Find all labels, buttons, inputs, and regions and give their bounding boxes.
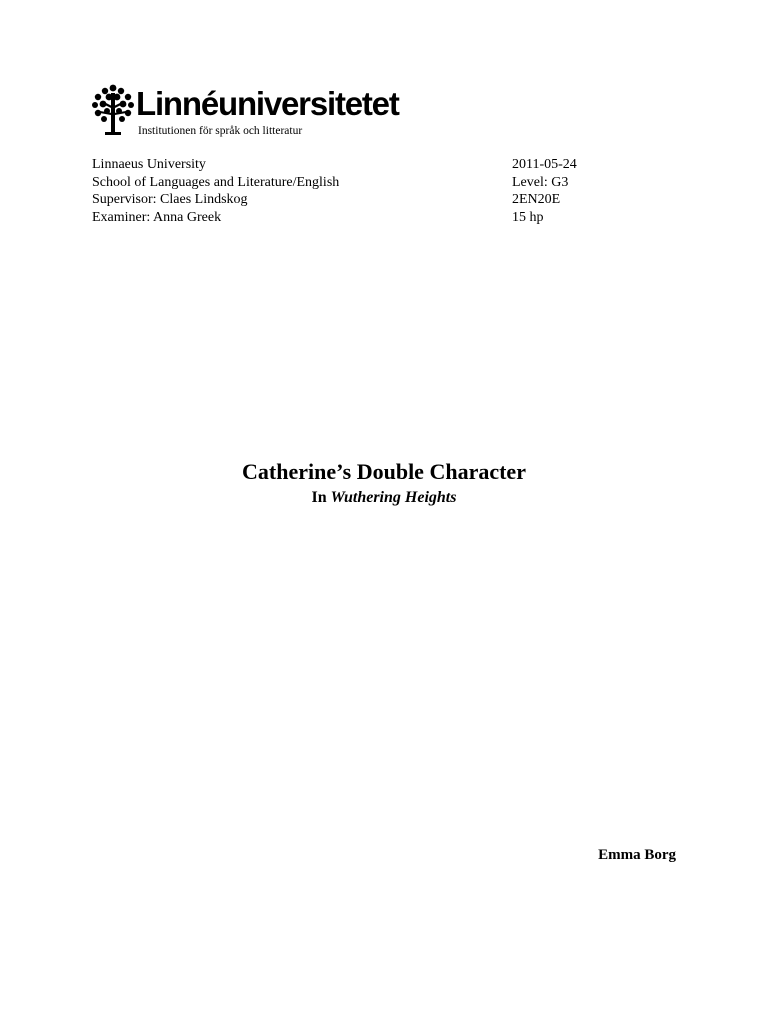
date: 2011-05-24 — [512, 157, 577, 172]
thesis-title: Catherine’s Double Character — [242, 459, 526, 484]
author-name: Emma Borg — [598, 847, 676, 863]
school-name: School of Languages and Literature/English — [92, 174, 340, 190]
course-code: 2EN20E — [512, 192, 561, 207]
level: Level: G3 — [512, 174, 569, 190]
subtitle-work: Wuthering Heights — [330, 489, 457, 506]
logo-department: Institutionen för språk och litteratur — [138, 125, 303, 137]
university-logo — [92, 84, 412, 144]
examiner: Examiner: Anna Greek — [92, 209, 222, 225]
credits: 15 hp — [512, 209, 544, 225]
logo-wordmark: Linnéuniversitetet — [136, 85, 399, 122]
tree-icon — [92, 84, 134, 138]
course-info-right — [512, 156, 712, 226]
supervisor: Supervisor: Claes Lindskog — [92, 192, 248, 207]
university-name: Linnaeus University — [92, 157, 206, 172]
course-info-left — [92, 156, 492, 226]
thesis-subtitle — [0, 487, 768, 509]
subtitle-prefix: In — [311, 489, 327, 506]
